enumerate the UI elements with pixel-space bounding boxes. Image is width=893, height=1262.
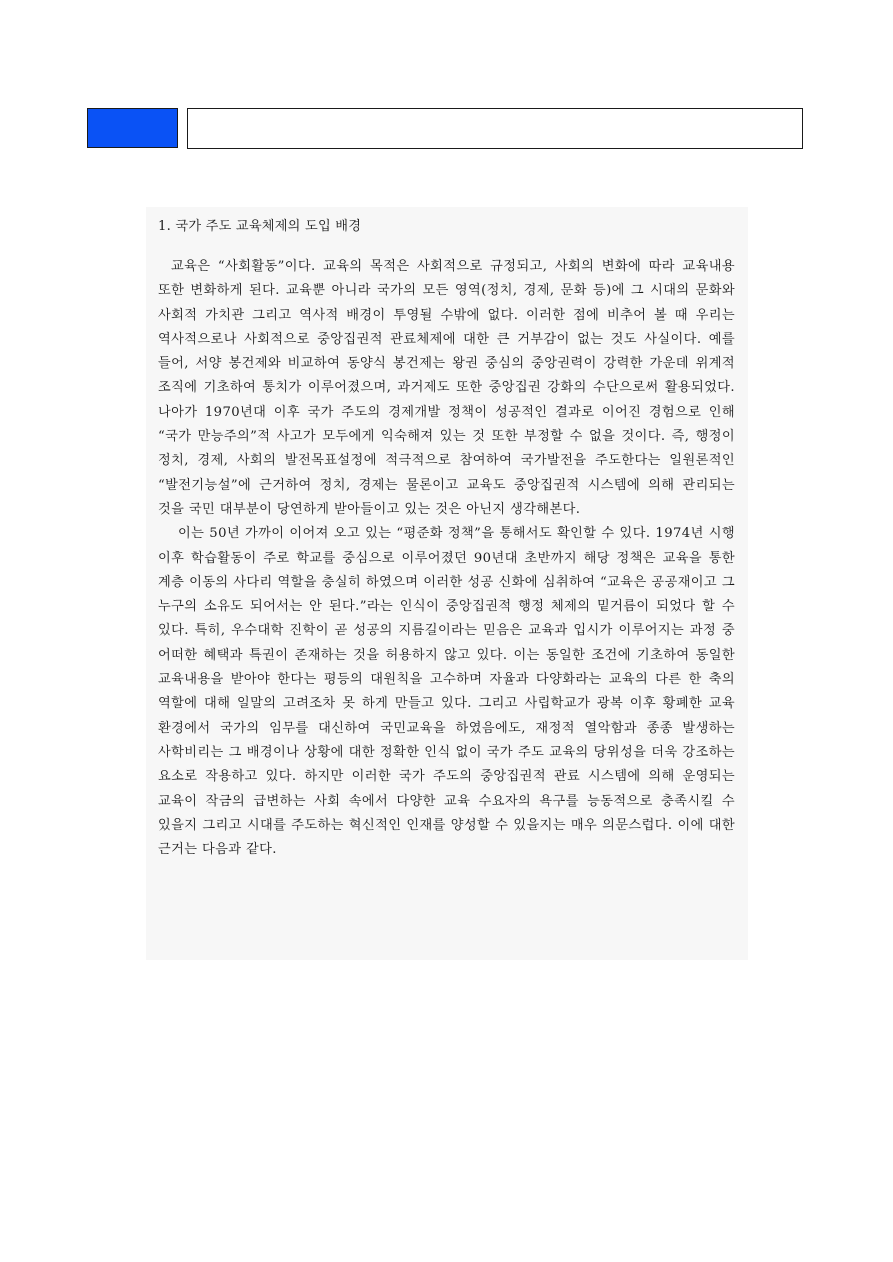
content-panel (146, 207, 748, 960)
paragraph-2: 이는 50년 가까이 이어져 오고 있는 “평준화 정책”을 통해서도 확인할 수 있다. 1974년 시행 이후 학습활동이 주로 학교를 중심으로 이루어졌던 90년대 초반까지 해당 정책은 교육을 통한 계층 이동의 사다리 역할을 충실히 하였으며 이러한 성공 신화에 심취하여 “교육은 공공재이고 그 누구의 소유도 되어서는 안 된다.”라는 인식이 중앙집권적 행정 체제의 밑거름이 되었다 할 수 있다. 특히, 우수대학 진학이 곧 성공의 지름길이라는 믿음은 교육과 입시가 이루어지는 과정 중 어떠한 혜택과 특권이 존재하는 것을 허용하지 않고 있다. 이는 동일한 조건에 기초하여 동일한 교육내용을 받아야 한다는 평등의 대원칙을 고수하며 자율과 다양화라는 교육의 다른 한 축의 역할에 대해 일말의 고려조차 못 하게 만들고 있다. 그리고 사립학교가 광복 이후 황폐한 교육 환경에서 국가의 임무를 대신하여 국민교육을 하였음에도, 재정적 열악함과 종종 발생하는 사학비리는 그 배경이나 상황에 대한 정확한 인식 없이 국가 주도 교육의 당위성을 더욱 강조하는 요소로 작용하고 있다. 하지만 이러한 국가 주도의 중앙집권적 관료 시스템에 의해 운영되는 교육이 작금의 급변하는 사회 속에서 다양한 교육 수요자의 욕구를 능동적으로 충족시킬 수 있을지 그리고 시대를 주도하는 혁신적인 인재를 양성할 수 있을지는 매우 의문스럽다. 이에 대한 근거는 다음과 같다. (158, 526, 735, 858)
paragraph-1: 교육은 “사회활동”이다. 교육의 목적은 사회적으로 규정되고, 사회의 변화에 따라 교육내용 또한 변화하게 된다. 교육뿐 아니라 국가의 모든 영역(정치, 경제, 문화 등)에 그 시대의 문화와 사회적 가치관 그리고 역사적 배경이 투영될 수밖에 없다. 이러한 점에 비추어 볼 때 우리는 역사적으로나 사회적으로 중앙집권적 관료체제에 대한 큰 거부감이 없는 것도 사실이다. 예를 들어, 서양 봉건제와 비교하여 동양식 봉건제는 왕권 중심의 중앙권력이 강력한 가운데 위계적 조직에 기초하여 통치가 이루어졌으며, 과거제도 또한 중앙집권 강화의 수단으로써 활용되었다. 나아가 1970년대 이후 국가 주도의 경제개발 정책이 성공적인 결과로 이어진 경험으로 인해 “국가 만능주의”적 사고가 모두에게 익숙해져 있는 것 또한 부정할 수 없을 것이다. 즉, 행정이 정치, 경제, 사회의 발전목표설정에 적극적으로 참여하여 국가발전을 주도한다는 일원론적인 “발전기능설”에 근거하여 정치, 경제는 물론이고 교육도 중앙집권적 시스템에 의해 관리되는 것을 국민 대부분이 당연하게 받아들이고 있는 것은 아닌지 생각해본다. (158, 259, 735, 517)
title-box (187, 108, 803, 149)
section-marker-block (87, 108, 178, 148)
section-heading: 1. 국가 주도 교육체제의 도입 배경 (158, 219, 362, 234)
